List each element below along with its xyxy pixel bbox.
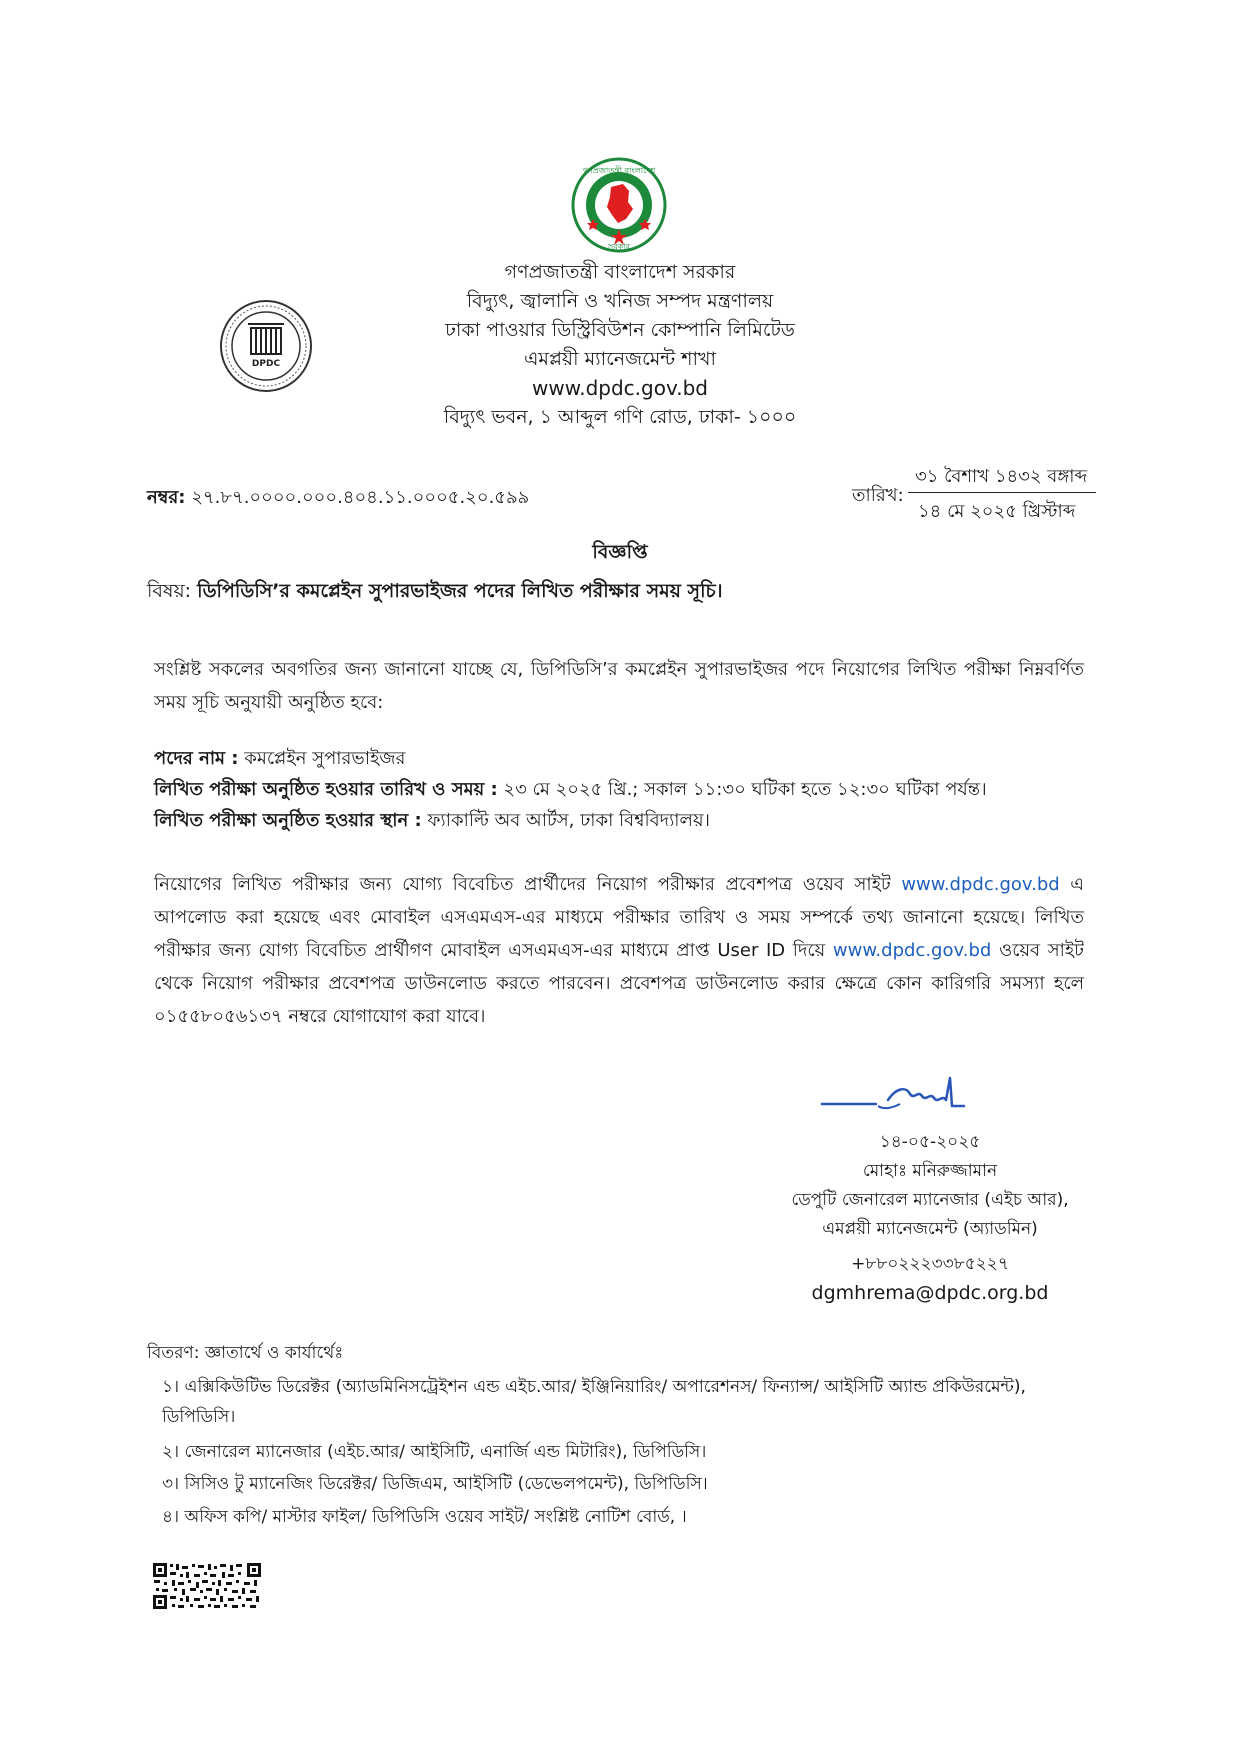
header-government: গণপ্রজাতন্ত্রী বাংলাদেশ সরকার — [504, 261, 736, 283]
date-bangla: ৩১ বৈশাখ ১৪৩২ বঙ্গাব্দ — [915, 466, 1088, 487]
post-name-label: পদের নাম : — [154, 748, 239, 769]
signatory-phone: +৮৮০২২২৩৩৮৫২২৭ — [851, 1254, 1009, 1274]
signatory-email[interactable]: dgmhrema@dpdc.org.bd — [811, 1282, 1049, 1304]
distribution-item-3: ৩। সিসিও টু ম্যানেজিং ডিরেক্টর/ ডিজিএম, আইসিটি (ডেভেলপমেন্ট), ডিপিডিসি। — [162, 1474, 708, 1494]
date-gregorian: ১৪ মে ২০২৫ খ্রিস্টাব্দ — [918, 501, 1076, 522]
reference-number — [147, 483, 529, 514]
body-text-part2: এ আপলোড করা হয়েছে এবং মোবাইল এসএমএস-এর মাধ্যমে পরীক্ষার তারিখ ও সময় সম্পর্কে তথ্য জানানো হয়েছে। লিখিত পরীক্ষার জন্য যোগ্য বিবেচিত প্রার্থীগণ মোবাইল এসএমএস-এর মাধ্যমে প্রাপ্ত User ID দিয়ে — [154, 874, 1084, 961]
notice-title: বিজ্ঞপ্তি — [592, 541, 648, 563]
post-name-row — [154, 743, 405, 774]
government-emblem — [571, 157, 667, 253]
letterhead — [0, 258, 1240, 432]
header-address: বিদ্যুৎ ভবন, ১ আব্দুল গণি রোড, ঢাকা- ১০০০ — [443, 406, 797, 428]
subject-label: বিষয়: — [147, 580, 192, 602]
subject-text: ডিপিডিসি’র কমপ্লেইন সুপারভাইজর পদের লিখিত পরীক্ষার সময় সূচি। — [197, 580, 723, 602]
signature — [818, 1070, 968, 1120]
signatory-designation-1: ডেপুটি জেনারেল ম্যানেজার (এইচ আর), — [791, 1190, 1069, 1210]
exam-datetime-value: ২৩ মে ২০২৫ খ্রি.; সকাল ১১:৩০ ঘটিকা হতে ১২:৩০ ঘটিকা পর্যন্ত। — [503, 779, 987, 800]
website-link-2[interactable]: www.dpdc.gov.bd — [832, 940, 992, 961]
distribution-item-1: ১। এক্সিকিউটিভ ডিরেক্টর (অ্যাডমিনিসট্রেইশন এন্ড এইচ.আর/ ইঞ্জিনিয়ারিং/ অপারেশনস/ ফিন্যান্স/ আইসিটি অ্যান্ড প্রকিউরমেন্ট), ডিপিডিসি। — [162, 1377, 1026, 1427]
subject-line — [147, 577, 723, 609]
admit-card-paragraph — [154, 868, 1084, 1033]
header-website: www.dpdc.gov.bd — [532, 376, 708, 400]
distribution-item-4: ৪। অফিস কপি/ মাস্টার ফাইল/ ডিপিডিসি ওয়েব সাইট/ সংশ্লিষ্ট নোটিশ বোর্ড, । — [162, 1507, 687, 1527]
exam-venue-value: ফ্যাকাল্টি অব আর্টস, ঢাকা বিশ্ববিদ্যালয়। — [427, 810, 710, 831]
signatory-block — [760, 1128, 1100, 1308]
signatory-designation-2: এমপ্লয়ী ম্যানেজমেন্ট (অ্যাডমিন) — [822, 1219, 1038, 1239]
reference-value: ২৭.৮৭.০০০০.০০০.৪০৪.১১.০০০৫.২০.৫৯৯ — [191, 487, 530, 508]
exam-venue-label: লিখিত পরীক্ষা অনুষ্ঠিত হওয়ার স্থান : — [154, 810, 422, 831]
header-company: ঢাকা পাওয়ার ডিস্ট্রিবিউশন কোম্পানি লিমিটেড — [445, 319, 795, 341]
exam-datetime-label: লিখিত পরীক্ষা অনুষ্ঠিত হওয়ার তারিখ ও সময় : — [154, 779, 498, 800]
distribution-item-2: ২। জেনারেল ম্যানেজার (এইচ.আর/ আইসিটি, এনার্জি এন্ড মিটারিং), ডিপিডিসি। — [162, 1442, 707, 1462]
post-name-value: কমপ্লেইন সুপারভাইজর — [244, 748, 406, 769]
date-divider — [908, 492, 1096, 493]
date-label: তারিখ: — [852, 485, 904, 506]
reference-label: নম্বর: — [147, 487, 186, 508]
body-text-part3: ওয়েব সাইট থেকে নিয়োগ পরীক্ষার প্রবেশপত্র ডাউনলোড করতে পারবেন। প্রবেশপত্র ডাউনলোড করার ক্ষেত্রে কোন কারিগরি সমস্যা হলে ০১৫৫৮০৫৬১৩৭ নম্বরে যোগাযোগ করা যাবে। — [154, 940, 1084, 1027]
qr-code — [152, 1562, 262, 1610]
svg-text:সরকার: সরকার — [607, 242, 631, 251]
header-ministry: বিদ্যুৎ, জ্বালানি ও খনিজ সম্পদ মন্ত্রণালয় — [466, 290, 774, 312]
svg-text:গণপ্রজাতন্ত্রী বাংলাদেশ: গণপ্রজাতন্ত্রী বাংলাদেশ — [582, 166, 656, 175]
signature-date: ১৪-০৫-২০২৫ — [879, 1132, 981, 1152]
svg-text:DPDC: DPDC — [251, 359, 281, 369]
signatory-name: মোহাঃ মনিরুজ্জামান — [862, 1161, 998, 1181]
distribution-heading: বিতরণ: জ্ঞাতার্থে ও কার্যার্থেঃ — [147, 1343, 344, 1363]
website-link-1[interactable]: www.dpdc.gov.bd — [901, 874, 1060, 895]
exam-venue-row — [154, 805, 710, 836]
body-text-part1: নিয়োগের লিখিত পরীক্ষার জন্য যোগ্য বিবেচিত প্রার্থীদের নিয়োগ পরীক্ষার প্রবেশপত্র ওয়েব সাইট — [154, 874, 891, 895]
intro-paragraph: সংশ্লিষ্ট সকলের অবগতির জন্য জানানো যাচ্ছে যে, ডিপিডিসি’র কমপ্লেইন সুপারভাইজর পদে নিয়োগের লিখিত পরীক্ষা নিম্নবর্ণিত সময় সূচি অনুযায়ী অনুষ্ঠিত হবে: — [154, 659, 1084, 713]
header-department: এমপ্লয়ী ম্যানেজমেন্ট শাখা — [523, 348, 717, 370]
exam-datetime-row — [154, 774, 987, 805]
